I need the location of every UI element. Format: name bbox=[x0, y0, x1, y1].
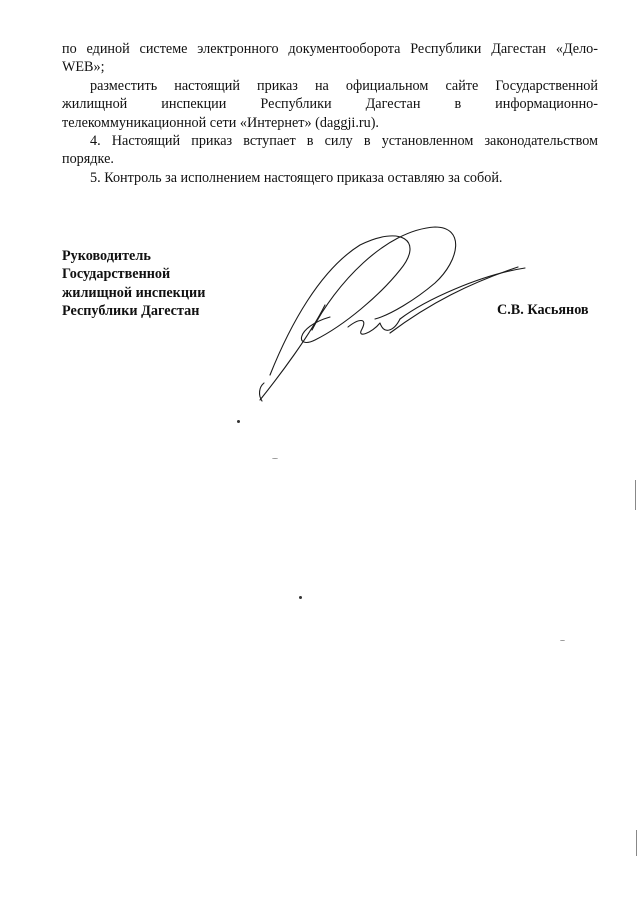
text-line: 5. Контроль за исполнением настоящего приказа оставляю за собой. bbox=[90, 169, 503, 186]
signatory-title-line: Государственной bbox=[62, 266, 171, 283]
signatory-title bbox=[62, 247, 205, 321]
scan-speck bbox=[299, 596, 302, 599]
document-body bbox=[62, 40, 598, 187]
paragraph-item-5 bbox=[62, 169, 598, 187]
paragraph-edo-distribution bbox=[62, 40, 598, 77]
text-line: по единой системе электронного документооборота Республики Дагестан «Дело- bbox=[62, 41, 598, 57]
scan-speck bbox=[237, 420, 240, 423]
signer-name: С.В. Касьянов bbox=[497, 302, 589, 318]
signatory-title-line: Руководитель bbox=[62, 248, 151, 264]
paragraph-website-publication bbox=[62, 77, 598, 132]
text-line: телекоммуникационной сети «Интернет» (daggji.ru). bbox=[62, 114, 379, 131]
text-line: жилищной инспекции Республики Дагестан в информационно- bbox=[62, 96, 598, 113]
scan-speck bbox=[272, 458, 278, 459]
signatory-title-line: жилищной инспекции bbox=[62, 284, 206, 301]
text-line: порядке. bbox=[62, 151, 114, 168]
scan-edge-mark bbox=[636, 830, 637, 856]
scan-speck bbox=[560, 640, 565, 641]
scan-edge-mark bbox=[635, 480, 636, 510]
paragraph-item-4 bbox=[62, 132, 598, 169]
text-line: разместить настоящий приказ на официальном сайте Государственной bbox=[90, 77, 598, 94]
signatory-title-line: Республики Дагестан bbox=[62, 303, 200, 320]
text-line: WEB»; bbox=[62, 59, 105, 76]
text-line: 4. Настоящий приказ вступает в силу в установленном законодательством bbox=[90, 133, 598, 150]
